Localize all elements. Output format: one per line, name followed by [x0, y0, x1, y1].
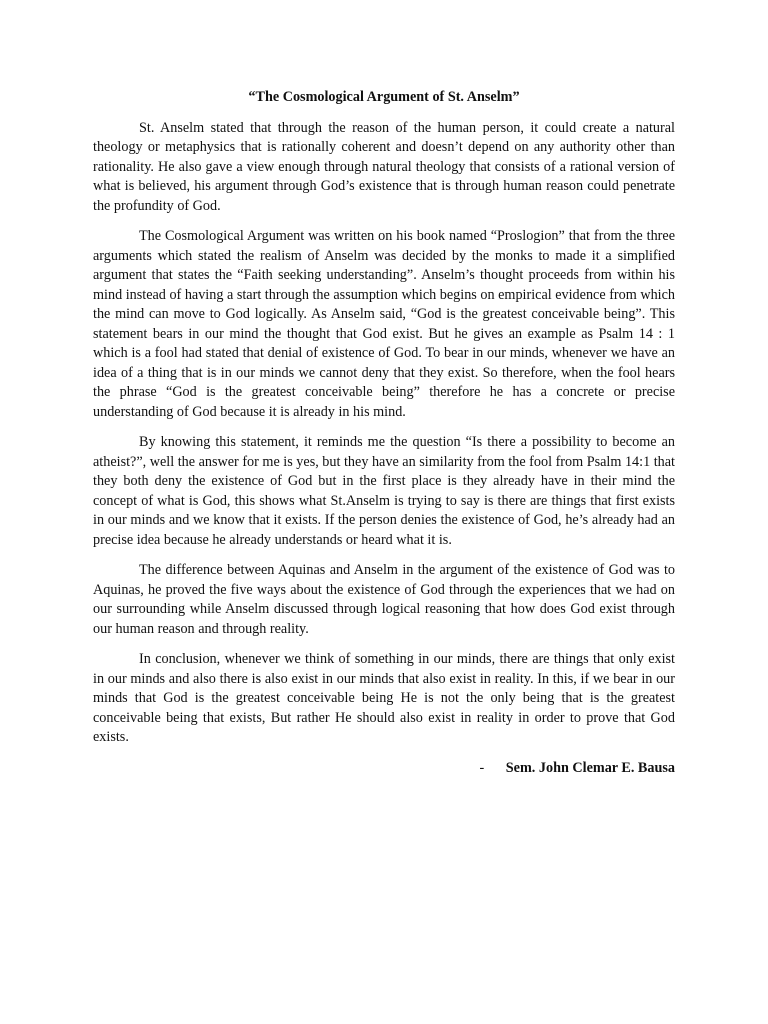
paragraph-2: The Cosmological Argument was written on his book named “Proslogion” that from the three arguments which stated the realism of Anselm was decided by the monks to made it a simplified argument that states the “Faith seeking understanding”. Anselm’s thought proceeds from within his mind instead of having a start through the assumption which begins on empirical evidence from which the mind can move to God logically. As Anselm said, “God is the greatest conceivable being”. This statement bears in our mind the thought that God exist. But he gives an example as Psalm 14 : 1 which is a fool had stated that denial of existence of God. To bear in our minds, whenever we have an idea of a thing that is in our minds we cannot deny that they exist. So therefore, when the fool hears the phrase “God is the greatest conceivable being” therefore he has a concrete or precise understanding of God because it is already in his mind. [93, 228, 675, 420]
paragraph-4: The difference between Aquinas and Anselm in the argument of the existence of God was to Aquinas, he proved the five ways about the existence of God through the experiences that we had on our surrounding while Anselm discussed through logical reasoning that how does God exist through our human reason and through reality. [93, 562, 675, 637]
author-name: Sem. John Clemar E. Bausa [505, 759, 675, 776]
paragraph-1: St. Anselm stated that through the reason of the human person, it could create a natural theology or metaphysics that is rationally coherent and doesn’t depend on any authority other than rationality. He also gave a view enough through natural theology that consists of a rational version of what is believed, his argument through God’s existence that is through human reason could penetrate the profundity of God. [93, 119, 675, 214]
paragraph-3: By knowing this statement, it reminds me the question “Is there a possibility to become an atheist?”, well the answer for me is yes, but they have an similarity from the fool from Psalm 14:1 that they both deny the existence of God but in the first place is they already have in their mind the concept of what is God, this shows what St.Anselm is trying to say is there are things that first exists in our minds and we know that it exists. If the person denies the existence of God, he’s already had an precise idea because he already understands or heard what it is. [93, 434, 675, 548]
document-title: “The Cosmological Argument of St. Anselm” [248, 89, 520, 105]
signature-dash: - [479, 759, 485, 776]
paragraph-5: In conclusion, whenever we think of something in our minds, there are things that only exist in our minds and also there is also exist in our minds that also exist in reality. In this, if we bear in our minds that God is the greatest conceivable being He is not the only being that is the greatest conceivable being that exists, But rather He should also exist in reality in order to prove that God exists. [93, 651, 675, 745]
document-page [93, 88, 675, 778]
author-signature [93, 759, 675, 779]
